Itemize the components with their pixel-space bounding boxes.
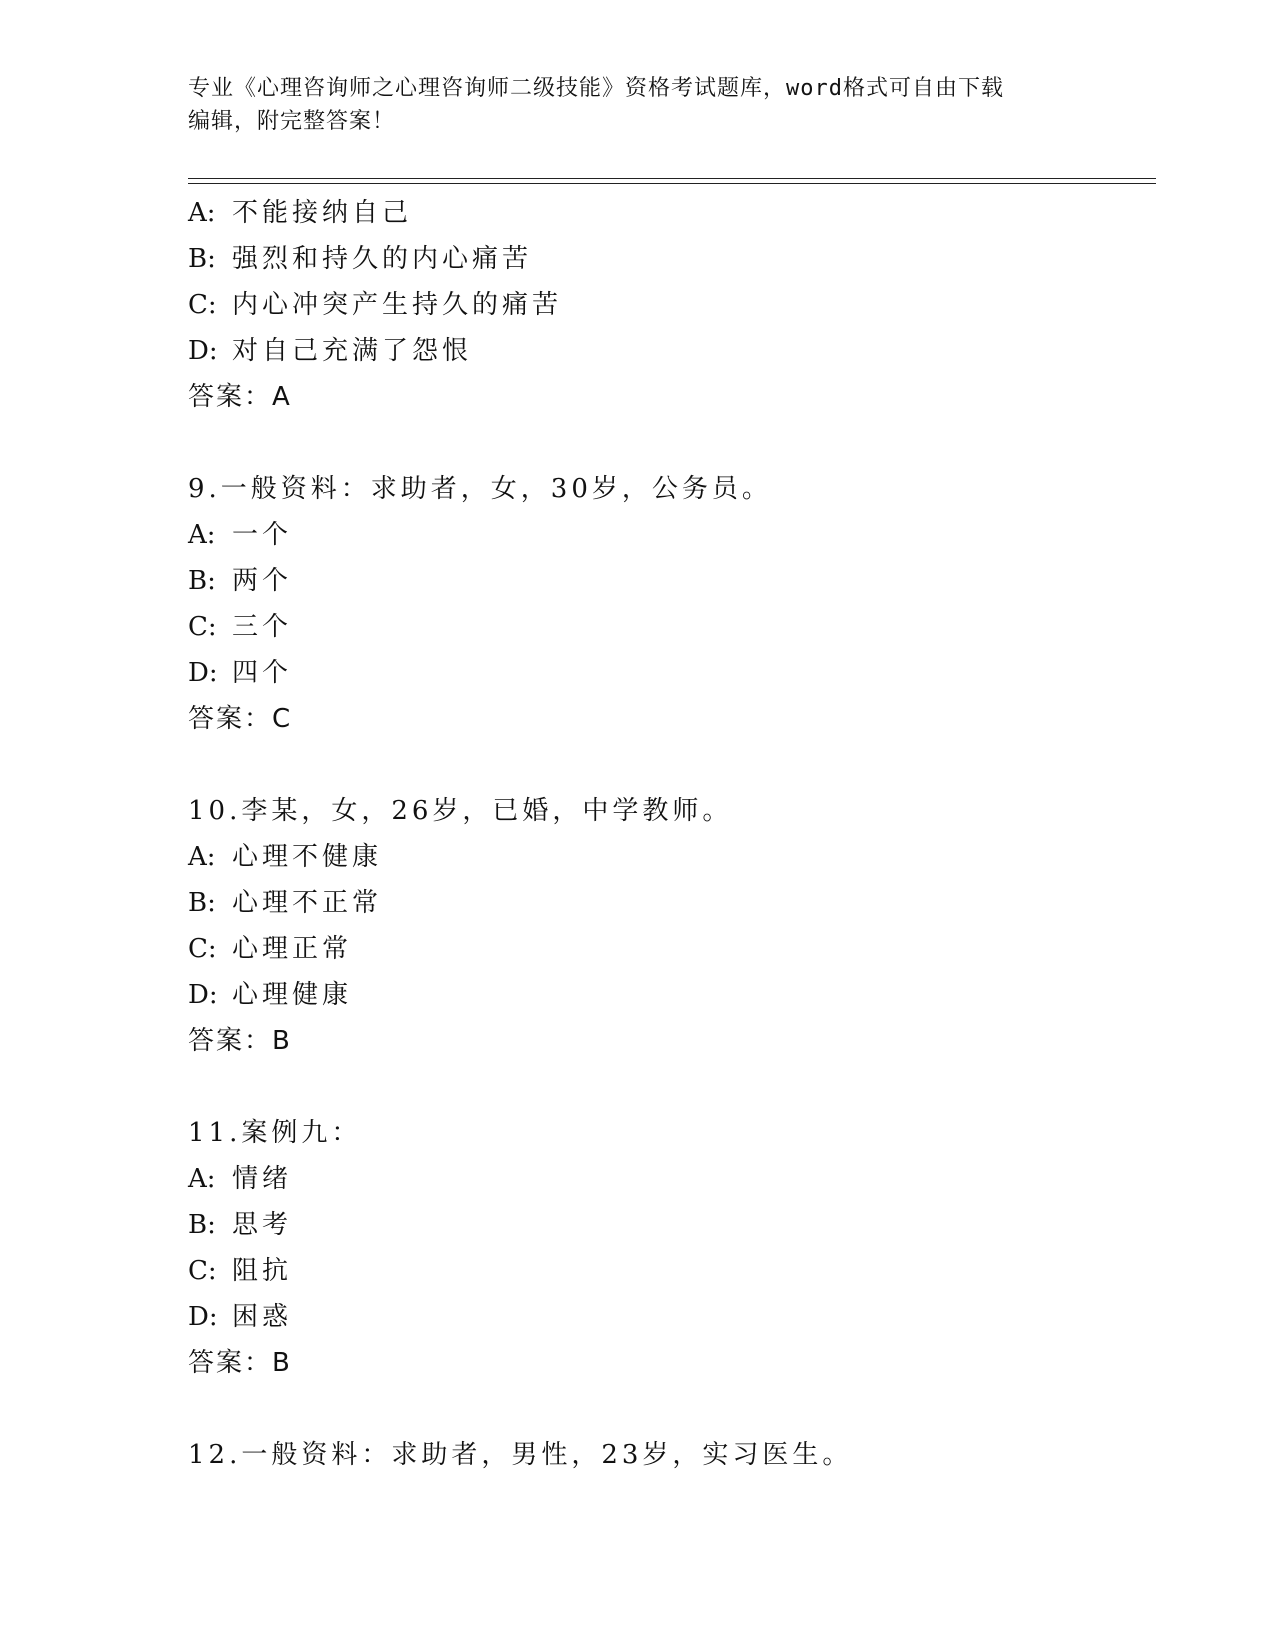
spacer bbox=[188, 1386, 1156, 1432]
question-list bbox=[188, 190, 1156, 1478]
question-9 bbox=[188, 466, 1156, 742]
question-12 bbox=[188, 1432, 1156, 1478]
option-c: C: 三个 bbox=[188, 612, 293, 642]
question-11 bbox=[188, 1110, 1156, 1386]
option-b: B: 心理不正常 bbox=[188, 888, 383, 918]
option-a: A: 心理不健康 bbox=[188, 842, 383, 872]
answer-line: 答案：B bbox=[188, 1026, 292, 1056]
question-stem: 12.一般资料：求助者，男性，23岁，实习医生。 bbox=[188, 1440, 853, 1470]
question-stem: 11.案例九： bbox=[188, 1118, 362, 1148]
question-stem: 9.一般资料：求助者，女，30岁，公务员。 bbox=[188, 474, 772, 504]
option-c: C: 内心冲突产生持久的痛苦 bbox=[188, 290, 563, 320]
option-d: D: 困惑 bbox=[188, 1302, 293, 1332]
option-a: A: 一个 bbox=[188, 520, 293, 550]
option-d: D: 四个 bbox=[188, 658, 293, 688]
option-a: A: 不能接纳自己 bbox=[188, 198, 413, 228]
answer-line: 答案：A bbox=[188, 382, 292, 412]
option-c: C: 心理正常 bbox=[188, 934, 353, 964]
header-line-1: 专业《心理咨询师之心理咨询师二级技能》资格考试题库，word格式可自由下载 bbox=[188, 76, 1004, 101]
option-a: A: 情绪 bbox=[188, 1164, 293, 1194]
option-b: B: 思考 bbox=[188, 1210, 293, 1240]
option-d: D: 对自己充满了怨恨 bbox=[188, 336, 473, 366]
spacer bbox=[188, 1064, 1156, 1110]
answer-line: 答案：B bbox=[188, 1348, 292, 1378]
question-stem: 10.李某，女，26岁，已婚，中学教师。 bbox=[188, 796, 733, 826]
header-line-2: 编辑，附完整答案！ bbox=[188, 109, 396, 134]
answer-line: 答案：C bbox=[188, 704, 293, 734]
spacer bbox=[188, 742, 1156, 788]
spacer bbox=[188, 420, 1156, 466]
document-header bbox=[188, 72, 1088, 138]
question-partial bbox=[188, 190, 1156, 420]
option-d: D: 心理健康 bbox=[188, 980, 353, 1010]
option-b: B: 两个 bbox=[188, 566, 293, 596]
header-divider bbox=[188, 178, 1156, 184]
option-b: B: 强烈和持久的内心痛苦 bbox=[188, 244, 533, 274]
question-10 bbox=[188, 788, 1156, 1064]
option-c: C: 阻抗 bbox=[188, 1256, 293, 1286]
